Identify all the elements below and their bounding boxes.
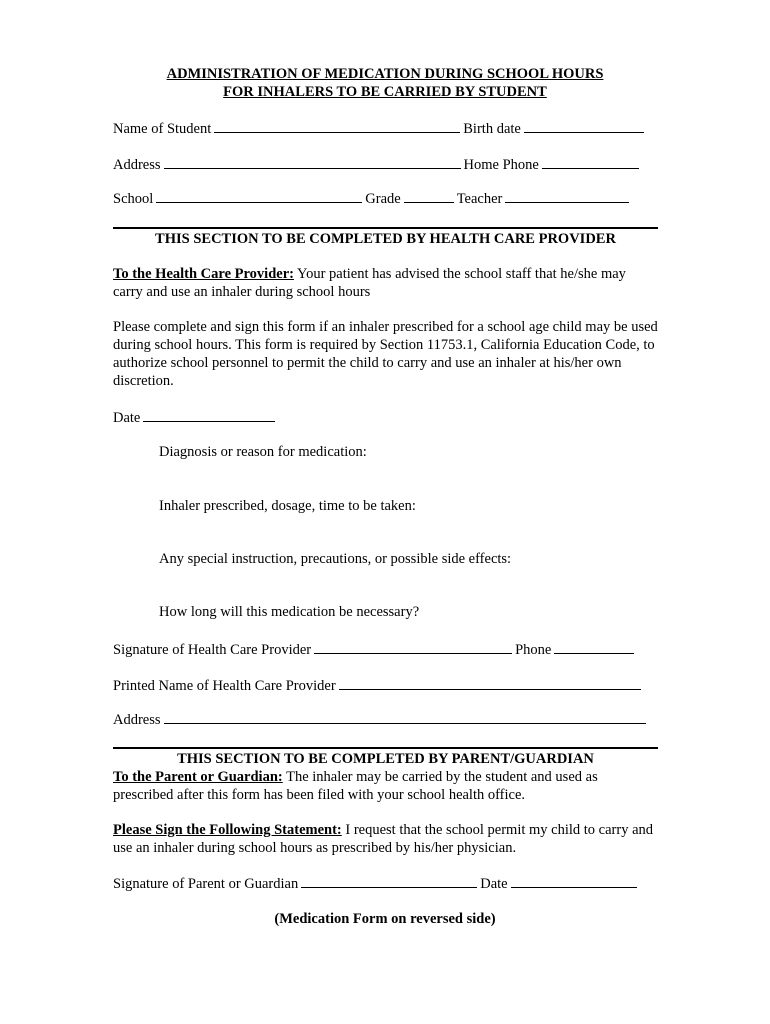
student-name-label: Name of Student (113, 121, 212, 137)
provider-signature-row (113, 640, 637, 659)
parent-intro-lead: To the Parent or Guardian: (113, 769, 283, 785)
diagnosis-question: Diagnosis or reason for medication: (159, 444, 367, 460)
home-phone-label: Home Phone (463, 157, 539, 173)
birth-date-label: Birth date (463, 121, 521, 137)
home-phone-field[interactable] (542, 155, 639, 169)
teacher-label: Teacher (456, 191, 503, 207)
school-row (113, 189, 632, 208)
parent-signature-field[interactable] (301, 874, 477, 888)
provider-date-label: Date (113, 410, 141, 426)
student-name-row (113, 119, 647, 138)
student-address-field[interactable] (164, 155, 461, 169)
provider-phone-field[interactable] (554, 640, 634, 654)
inhaler-question: Inhaler prescribed, dosage, time to be taken: (159, 498, 416, 514)
parent-signature-label: Signature of Parent or Guardian (113, 876, 299, 892)
parent-signature-row (113, 874, 640, 893)
parent-intro-text: The inhaler may be carried by the student and used as prescribed after this form has been filed with your school health office. (113, 769, 598, 803)
parent-statement-text: I request that the school permit my child to carry and use an inhaler during school hours as prescribed by his/her physician. (113, 822, 654, 856)
provider-address-field[interactable] (164, 710, 646, 724)
parent-date-label: Date (480, 876, 508, 892)
provider-address-row (113, 710, 649, 729)
footer-note: (Medication Form on reversed side) (274, 911, 496, 927)
provider-address-label: Address (113, 712, 161, 728)
provider-section-heading: THIS SECTION TO BE COMPLETED BY HEALTH CARE PROVIDER (155, 231, 616, 247)
provider-date-field[interactable] (143, 408, 275, 422)
provider-date-row (113, 408, 278, 427)
school-label: School (113, 191, 154, 207)
provider-printed-name-row (113, 676, 644, 695)
teacher-field[interactable] (505, 189, 629, 203)
birth-date-field[interactable] (524, 119, 644, 133)
parent-date-field[interactable] (511, 874, 637, 888)
provider-intro (113, 265, 658, 301)
provider-signature-field[interactable] (314, 640, 512, 654)
provider-printed-name-field[interactable] (339, 676, 641, 690)
section-divider-provider (113, 227, 658, 229)
parent-statement-lead: Please Sign the Following Statement: (113, 822, 342, 838)
instructions-question: Any special instruction, precautions, or possible side effects: (159, 551, 512, 567)
parent-section-heading: THIS SECTION TO BE COMPLETED BY PARENT/GUARDIAN (177, 751, 594, 767)
provider-phone-label: Phone (515, 642, 552, 658)
provider-printed-name-label: Printed Name of Health Care Provider (113, 678, 336, 694)
student-name-field[interactable] (214, 119, 460, 133)
student-address-label: Address (113, 157, 161, 173)
parent-intro (113, 768, 658, 804)
grade-label: Grade (365, 191, 401, 207)
duration-question: How long will this medication be necessary? (159, 604, 420, 620)
section-divider-parent (113, 747, 658, 749)
provider-instructions: Please complete and sign this form if an inhaler prescribed for a school age child may be used during school hours. This form is required by Section 11753.1, California Education Code, to authorize school personnel to permit the child to carry and use an inhaler at his/her own discretion. (113, 319, 658, 389)
grade-field[interactable] (404, 189, 454, 203)
parent-statement (113, 821, 658, 857)
provider-signature-label: Signature of Health Care Provider (113, 642, 312, 658)
provider-intro-text: Your patient has advised the school staff that he/she may carry and use an inhaler during school hours (113, 266, 626, 300)
form-title-line2: FOR INHALERS TO BE CARRIED BY STUDENT (223, 84, 547, 100)
school-field[interactable] (156, 189, 362, 203)
form-title-line1: ADMINISTRATION OF MEDICATION DURING SCHOOL HOURS (166, 66, 604, 82)
provider-intro-lead: To the Health Care Provider: (113, 266, 294, 282)
student-address-row (113, 155, 642, 174)
